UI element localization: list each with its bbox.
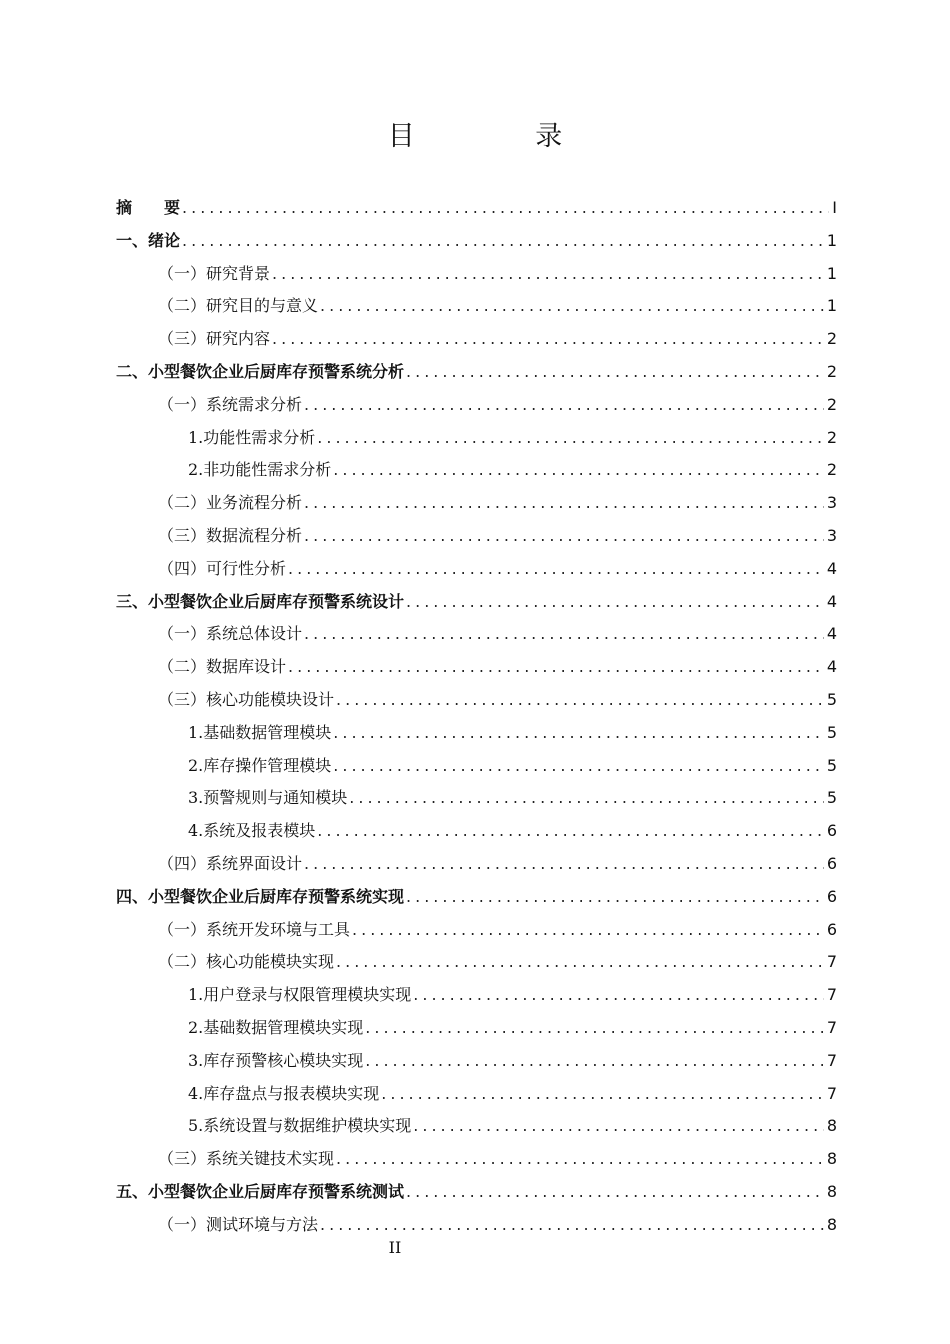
toc-entry-page: 2 bbox=[826, 427, 837, 447]
table-of-contents bbox=[116, 192, 837, 1242]
toc-entry-title: 3.库存预警核心模块实现 bbox=[188, 1050, 364, 1070]
toc-entry[interactable] bbox=[116, 225, 837, 258]
toc-entry[interactable] bbox=[116, 1176, 837, 1209]
dot-leader bbox=[413, 1110, 824, 1143]
toc-entry-page: 7 bbox=[826, 1017, 837, 1037]
toc-entry-title: （三）系统关键技术实现 bbox=[158, 1149, 335, 1169]
toc-entry[interactable] bbox=[116, 1045, 837, 1078]
toc-entry[interactable] bbox=[116, 717, 837, 750]
dot-leader bbox=[304, 848, 824, 881]
toc-entry-page: 5 bbox=[826, 722, 837, 742]
toc-entry-title: （三）研究内容 bbox=[158, 329, 271, 349]
toc-entry-title: 1.用户登录与权限管理模块实现 bbox=[188, 985, 412, 1005]
toc-entry-page: 3 bbox=[826, 525, 837, 545]
toc-entry-page: 2 bbox=[826, 460, 837, 480]
toc-entry-title: （四）可行性分析 bbox=[158, 558, 287, 578]
toc-entry-page: 1 bbox=[826, 263, 837, 283]
toc-entry[interactable] bbox=[116, 684, 837, 717]
dot-leader bbox=[352, 914, 824, 947]
toc-entry[interactable] bbox=[116, 389, 837, 422]
toc-entry-page: 7 bbox=[826, 1050, 837, 1070]
toc-entry[interactable] bbox=[116, 848, 837, 881]
toc-entry-page: 6 bbox=[826, 919, 837, 939]
toc-entry-title: （三）核心功能模块设计 bbox=[158, 689, 335, 709]
dot-leader bbox=[317, 815, 824, 848]
toc-entry-page: 4 bbox=[826, 558, 837, 578]
dot-leader bbox=[349, 782, 824, 815]
toc-entry[interactable] bbox=[116, 881, 837, 914]
dot-leader bbox=[320, 290, 824, 323]
toc-entry[interactable] bbox=[116, 520, 837, 553]
toc-entry-title: 一、绪论 bbox=[116, 230, 181, 250]
toc-entry[interactable] bbox=[116, 1110, 837, 1143]
dot-leader bbox=[288, 553, 824, 586]
toc-entry-title: （一）系统总体设计 bbox=[158, 624, 303, 644]
toc-entry-title: 三、小型餐饮企业后厨库存预警系统设计 bbox=[116, 591, 405, 611]
dot-leader bbox=[333, 750, 824, 783]
toc-entry-page: 8 bbox=[826, 1116, 837, 1136]
dot-leader bbox=[406, 586, 824, 619]
toc-entry-page: 5 bbox=[826, 755, 837, 775]
toc-entry[interactable] bbox=[116, 1209, 837, 1242]
toc-entry[interactable] bbox=[116, 1143, 837, 1176]
dot-leader bbox=[365, 1012, 824, 1045]
toc-entry-page: 8 bbox=[826, 1181, 837, 1201]
toc-entry-title: 摘 要 bbox=[116, 198, 181, 217]
toc-entry-title: （一）系统开发环境与工具 bbox=[158, 919, 351, 939]
toc-entry-title: （三）数据流程分析 bbox=[158, 525, 303, 545]
toc-entry-page: 1 bbox=[826, 230, 837, 250]
toc-entry-page: 7 bbox=[826, 952, 837, 972]
toc-entry-page: 2 bbox=[826, 394, 837, 414]
toc-entry-page: I bbox=[832, 198, 837, 217]
toc-entry-page: 4 bbox=[826, 624, 837, 644]
toc-entry[interactable] bbox=[116, 651, 837, 684]
dot-leader bbox=[336, 1143, 824, 1176]
toc-entry-page: 8 bbox=[826, 1149, 837, 1169]
toc-entry-page: 4 bbox=[826, 657, 837, 677]
toc-entry-page: 2 bbox=[826, 329, 837, 349]
dot-leader bbox=[333, 717, 824, 750]
dot-leader bbox=[413, 979, 824, 1012]
page-title: 目 录 bbox=[387, 121, 619, 152]
toc-entry-page: 5 bbox=[826, 689, 837, 709]
dot-leader bbox=[304, 487, 824, 520]
toc-entry[interactable] bbox=[116, 586, 837, 619]
dot-leader bbox=[182, 225, 824, 258]
dot-leader bbox=[333, 454, 824, 487]
dot-leader bbox=[406, 356, 824, 389]
page-number: II bbox=[388, 1238, 402, 1257]
toc-entry[interactable] bbox=[116, 454, 837, 487]
toc-entry-page: 7 bbox=[826, 1083, 837, 1103]
toc-entry-page: 5 bbox=[826, 788, 837, 808]
toc-entry[interactable] bbox=[116, 618, 837, 651]
dot-leader bbox=[182, 192, 829, 225]
toc-entry-page: 1 bbox=[826, 296, 837, 316]
toc-entry-title: （二）业务流程分析 bbox=[158, 493, 303, 513]
toc-entry-title: 2.库存操作管理模块 bbox=[188, 755, 332, 775]
toc-entry-page: 4 bbox=[826, 591, 837, 611]
toc-entry-page: 6 bbox=[826, 853, 837, 873]
dot-leader bbox=[406, 881, 824, 914]
toc-entry-page: 2 bbox=[826, 361, 837, 381]
toc-entry-title: （二）研究目的与意义 bbox=[158, 296, 319, 316]
toc-entry-title: 4.系统及报表模块 bbox=[188, 821, 316, 841]
toc-entry-title: （一）测试环境与方法 bbox=[158, 1214, 319, 1234]
toc-entry[interactable] bbox=[116, 1078, 837, 1111]
toc-entry[interactable] bbox=[116, 815, 837, 848]
toc-entry-title: 四、小型餐饮企业后厨库存预警系统实现 bbox=[116, 886, 405, 906]
toc-entry-title: 1.功能性需求分析 bbox=[188, 427, 316, 447]
toc-entry-title: （一）系统需求分析 bbox=[158, 394, 303, 414]
dot-leader bbox=[304, 618, 824, 651]
dot-leader bbox=[336, 684, 824, 717]
toc-entry[interactable] bbox=[116, 782, 837, 815]
toc-entry-title: 五、小型餐饮企业后厨库存预警系统测试 bbox=[116, 1181, 405, 1201]
toc-entry[interactable] bbox=[116, 487, 837, 520]
toc-entry-title: 3.预警规则与通知模块 bbox=[188, 788, 348, 808]
toc-entry[interactable] bbox=[116, 1012, 837, 1045]
toc-entry-title: （二）数据库设计 bbox=[158, 657, 287, 677]
toc-entry[interactable] bbox=[116, 290, 837, 323]
toc-entry-title: 1.基础数据管理模块 bbox=[188, 722, 332, 742]
toc-entry-title: 二、小型餐饮企业后厨库存预警系统分析 bbox=[116, 361, 405, 381]
dot-leader bbox=[272, 323, 824, 356]
dot-leader bbox=[406, 1176, 824, 1209]
toc-entry-page: 6 bbox=[826, 821, 837, 841]
toc-entry[interactable] bbox=[116, 979, 837, 1012]
dot-leader bbox=[304, 520, 824, 553]
dot-leader bbox=[381, 1078, 824, 1111]
dot-leader bbox=[272, 258, 824, 291]
toc-entry-title: （二）核心功能模块实现 bbox=[158, 952, 335, 972]
toc-entry-title: 2.基础数据管理模块实现 bbox=[188, 1017, 364, 1037]
toc-entry-page: 6 bbox=[826, 886, 837, 906]
dot-leader bbox=[304, 389, 824, 422]
toc-entry-title: （一）研究背景 bbox=[158, 263, 271, 283]
toc-entry[interactable] bbox=[116, 553, 837, 586]
toc-entry[interactable] bbox=[116, 192, 837, 225]
dot-leader bbox=[320, 1209, 824, 1242]
toc-entry-page: 8 bbox=[826, 1214, 837, 1234]
dot-leader bbox=[317, 422, 824, 455]
toc-entry-title: 4.库存盘点与报表模块实现 bbox=[188, 1083, 380, 1103]
dot-leader bbox=[365, 1045, 824, 1078]
dot-leader bbox=[288, 651, 824, 684]
toc-entry[interactable] bbox=[116, 946, 837, 979]
toc-entry[interactable] bbox=[116, 750, 837, 783]
toc-entry[interactable] bbox=[116, 914, 837, 947]
toc-entry-page: 7 bbox=[826, 985, 837, 1005]
toc-entry[interactable] bbox=[116, 258, 837, 291]
toc-entry-title: 2.非功能性需求分析 bbox=[188, 460, 332, 480]
toc-entry[interactable] bbox=[116, 422, 837, 455]
toc-entry-title: 5.系统设置与数据维护模块实现 bbox=[188, 1116, 412, 1136]
dot-leader bbox=[336, 946, 824, 979]
toc-entry[interactable] bbox=[116, 323, 837, 356]
toc-entry-page: 3 bbox=[826, 493, 837, 513]
toc-entry[interactable] bbox=[116, 356, 837, 389]
toc-entry-title: （四）系统界面设计 bbox=[158, 853, 303, 873]
